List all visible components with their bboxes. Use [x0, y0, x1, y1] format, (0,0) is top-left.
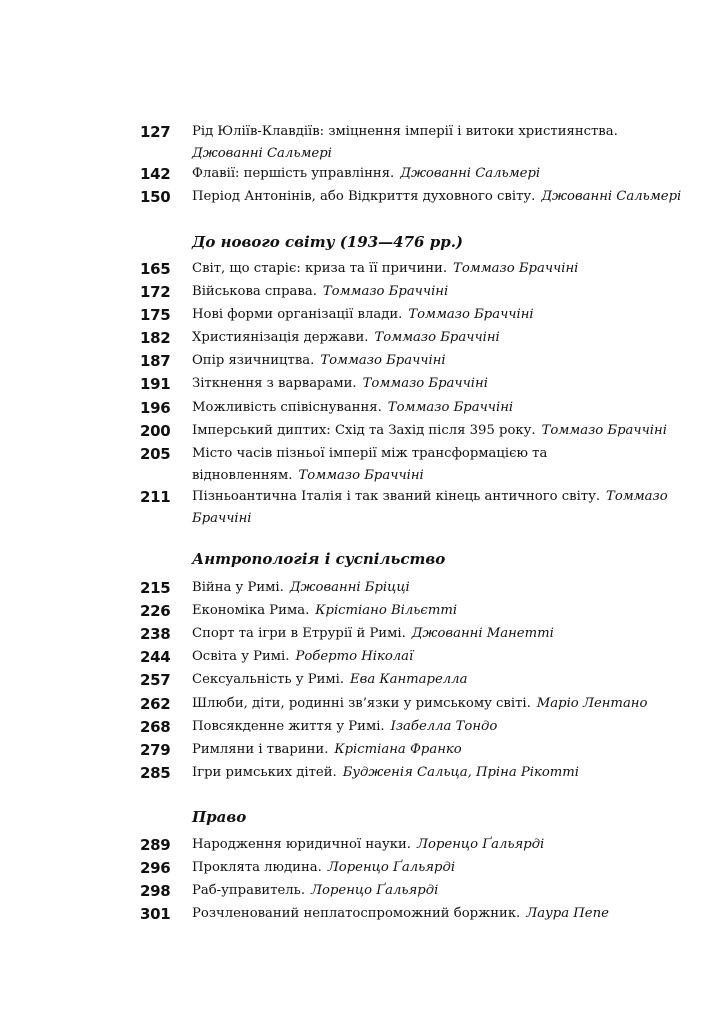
entry-author: Крістіано Вільєтті: [315, 603, 458, 618]
page-number: 142: [140, 165, 171, 183]
entry-text: [192, 739, 680, 761]
entry-text: [192, 903, 680, 925]
entry-text: [192, 693, 680, 715]
entry-text: [192, 397, 680, 419]
toc-entry: [140, 350, 680, 372]
page-number: 285: [140, 764, 171, 782]
page-number: 191: [140, 375, 171, 393]
entry-title: Зіткнення з варварами.: [192, 376, 357, 391]
entry-title: Військова справа.: [192, 284, 317, 299]
page-number: 296: [140, 859, 171, 877]
entry-text: [192, 304, 680, 326]
entry-text: [192, 281, 680, 303]
entry-title: Опір язичництва.: [192, 353, 315, 368]
page-number: 244: [140, 648, 171, 666]
entry-text: [192, 420, 680, 442]
entry-title: Римляни і тварини.: [192, 742, 329, 757]
toc-entry: [140, 834, 680, 856]
entry-text: [192, 186, 681, 208]
entry-author: Лаура Пепе: [526, 906, 609, 921]
entry-author: Джованні Сальмері: [192, 146, 332, 161]
page-number: 211: [140, 488, 171, 506]
entry-title: Повсякденне життя у Римі.: [192, 719, 385, 734]
toc-entry: [140, 397, 680, 419]
toc-entry: [140, 373, 680, 395]
entry-text: [192, 716, 680, 738]
entry-text: [192, 163, 680, 185]
entry-text: [192, 646, 680, 668]
toc-entry: [140, 281, 680, 303]
page-number: 262: [140, 695, 171, 713]
toc-entry: [140, 669, 680, 691]
page-number: 226: [140, 602, 171, 620]
page-number: 279: [140, 741, 171, 759]
entry-author: Томмазо Браччіні: [320, 353, 446, 368]
entry-text: [192, 880, 680, 902]
entry-author: Лоренцо Ґальярді: [327, 860, 456, 875]
entry-title: Можливість співіснування.: [192, 400, 382, 415]
entry-text: [192, 486, 680, 530]
entry-author: Томмазо: [606, 489, 668, 504]
page-number: 268: [140, 718, 171, 736]
entry-author: Томмазо Браччіні: [541, 423, 667, 438]
entry-author: Ева Кантарелла: [350, 672, 468, 687]
page-number: 257: [140, 671, 171, 689]
page-number: 196: [140, 399, 171, 417]
entry-author: Джованні Сальмері: [541, 189, 682, 204]
entry-title-cont: відновленням.: [192, 468, 293, 483]
entry-title: Світ, що старіє: криза та її причини.: [192, 261, 448, 276]
toc-entry: [140, 443, 680, 487]
entry-title: Пізньоантична Італія і так званий кінець античного світу.: [192, 489, 601, 504]
page-number: 150: [140, 188, 171, 206]
entry-author: Томмазо Браччіні: [408, 307, 534, 322]
entry-author: Томмазо Браччіні: [387, 400, 514, 415]
entry-text: [192, 327, 680, 349]
entry-author: Джованні Бріцці: [289, 580, 410, 595]
toc-entry: [140, 762, 680, 784]
page-number: 127: [140, 123, 171, 141]
entry-title: Сексуальність у Римі.: [192, 672, 345, 687]
entry-title: Раб-управитель.: [192, 883, 306, 898]
entry-author: Крістіана Франко: [334, 742, 462, 757]
page-number: 289: [140, 836, 171, 854]
entry-text: [192, 373, 680, 395]
toc-entry: [140, 857, 680, 879]
toc-entry: [140, 121, 680, 165]
entry-title: Шлюби, діти, родинні зв’язки у римському світі.: [192, 696, 531, 711]
entry-author: Томмазо Браччіні: [362, 376, 488, 391]
entry-text: [192, 669, 680, 691]
entry-text: [192, 834, 680, 856]
entry-title: Імперський диптих: Схід та Захід після 395 року.: [192, 423, 536, 438]
entry-author: Томмазо Браччіні: [374, 330, 500, 345]
page-number: 215: [140, 579, 171, 597]
entry-text: [192, 600, 680, 622]
toc-entry: [140, 880, 680, 902]
toc-entry: [140, 486, 680, 530]
page-number: 298: [140, 882, 171, 900]
section-heading: До нового світу (193—476 рр.): [192, 233, 464, 251]
entry-title: Розчленований неплатоспроможний боржник.: [192, 906, 521, 921]
entry-author: Лоренцо Ґальярді: [311, 883, 439, 898]
entry-title: Війна у Римі.: [192, 580, 284, 595]
section-heading: Право: [192, 808, 247, 826]
toc-entry: [140, 623, 680, 645]
entry-title: Місто часів пізньої імперії між трансформацією та: [192, 446, 548, 461]
page-number: 172: [140, 283, 171, 301]
toc-entry: [140, 693, 680, 715]
entry-text: [192, 258, 680, 280]
entry-author: Томмазо Браччіні: [453, 261, 579, 276]
toc-entry: [140, 327, 680, 349]
section-heading: Антропологія і суспільство: [192, 550, 446, 568]
entry-title: Нові форми організації влади.: [192, 307, 403, 322]
toc-entry: [140, 304, 680, 326]
entry-text: [192, 443, 680, 487]
entry-title: Флавії: першість управління.: [192, 166, 395, 181]
entry-title: Економіка Рима.: [192, 603, 310, 618]
entry-text: [192, 623, 680, 645]
toc-entry: [140, 258, 680, 280]
page-number: 205: [140, 445, 171, 463]
entry-author: Маріо Лентано: [536, 696, 648, 711]
toc-entry: [140, 420, 680, 442]
entry-author: Джованні Манетті: [411, 626, 554, 641]
entry-title: Народження юридичної науки.: [192, 837, 412, 852]
toc-entry: [140, 577, 680, 599]
entry-author: Будженія Сальца, Пріна Рікотті: [342, 765, 580, 780]
entry-author: Томмазо Браччіні: [322, 284, 449, 299]
toc-entry: [140, 163, 680, 185]
entry-text: [192, 121, 680, 165]
entry-title: Освіта у Римі.: [192, 649, 290, 664]
page-number: 200: [140, 422, 171, 440]
entry-author: Лоренцо Ґальярді: [417, 837, 545, 852]
toc-entry: [140, 739, 680, 761]
page-number: 238: [140, 625, 171, 643]
entry-title: Рід Юліїв-Клавдіїв: зміцнення імперії і витоки християнства.: [192, 124, 618, 139]
entry-author: Джованні Сальмері: [400, 166, 541, 181]
page-number: 187: [140, 352, 171, 370]
page-number: 175: [140, 306, 171, 324]
entry-text: [192, 577, 680, 599]
entry-title: Ігри римських дітей.: [192, 765, 337, 780]
entry-text: [192, 857, 680, 879]
entry-text: [192, 762, 680, 784]
entry-author: Роберто Ніколаї: [295, 649, 414, 664]
entry-title: Християнізація держави.: [192, 330, 369, 345]
page-number: 301: [140, 905, 171, 923]
page-number: 182: [140, 329, 171, 347]
toc-entry: [140, 186, 680, 208]
entry-author: Томмазо Браччіні: [298, 468, 424, 483]
entry-author-cont: Браччіні: [192, 511, 252, 526]
page-number: 165: [140, 260, 171, 278]
entry-title: Період Антонінів, або Відкриття духовного світу.: [192, 189, 536, 204]
toc-entry: [140, 646, 680, 668]
entry-title: Проклята людина.: [192, 860, 322, 875]
toc-entry: [140, 716, 680, 738]
toc-entry: [140, 903, 680, 925]
entry-title: Спорт та ігри в Етрурії й Римі.: [192, 626, 406, 641]
entry-author: Ізабелла Тондо: [390, 719, 498, 734]
toc-entry: [140, 600, 680, 622]
entry-text: [192, 350, 680, 372]
